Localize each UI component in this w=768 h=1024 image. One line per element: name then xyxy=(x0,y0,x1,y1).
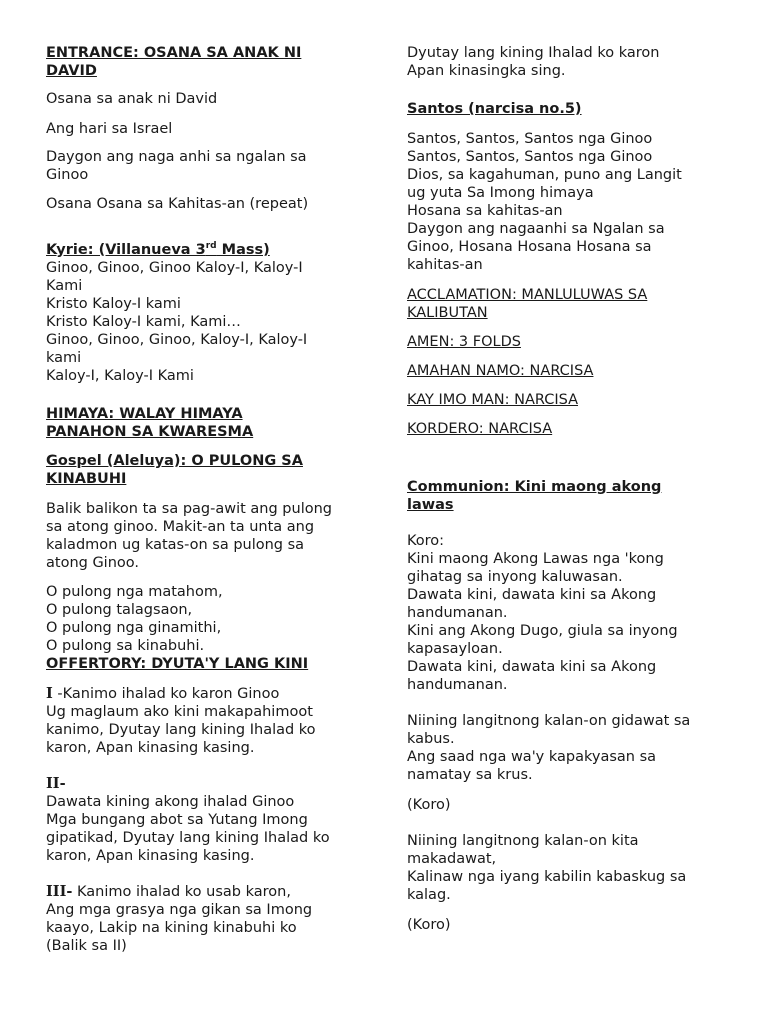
amen-item: AMEN: 3 FOLDS xyxy=(407,334,521,350)
kyrie-line: Ginoo, Ginoo, Ginoo, Kaloy-I, Kaloy-I xyxy=(46,332,308,348)
entrance-section xyxy=(46,44,366,213)
communion-v1-line: namatay sa krus. xyxy=(407,767,533,783)
offertory-v1-line: karon, Apan kinasing kasing. xyxy=(46,740,255,756)
communion-v1-line: kabus. xyxy=(407,731,455,747)
gospel-verse-line: O pulong nga matahom, xyxy=(46,584,223,600)
kyrie-heading-sup: rd xyxy=(205,241,217,252)
offertory-heading: OFFERTORY: DYUTA'Y LANG KINI xyxy=(46,656,309,672)
gospel-heading-line2: KINABUHI xyxy=(46,471,127,487)
kyrie-line: Kami xyxy=(46,278,83,294)
offertory-v2-line: karon, Apan kinasing kasing. xyxy=(46,848,255,864)
right-column xyxy=(407,44,727,934)
himaya-heading-line1: HIMAYA: WALAY HIMAYA xyxy=(46,406,243,422)
offertory-v2-number: II- xyxy=(46,775,66,792)
gospel-section xyxy=(46,452,366,655)
santos-line: Santos, Santos, Santos nga Ginoo xyxy=(407,131,653,147)
entrance-heading-line1: ENTRANCE: OSANA SA ANAK NI xyxy=(46,45,302,61)
communion-heading-line2: lawas xyxy=(407,497,454,513)
entrance-heading-line2: DAVID xyxy=(46,63,97,79)
kordero-item: KORDERO: NARCISA xyxy=(407,421,553,437)
koro-line: handumanan. xyxy=(407,677,508,693)
offertory-v3-line: (Balik sa II) xyxy=(46,938,127,954)
himaya-heading-line2: PANAHON SA KWARESMA xyxy=(46,424,254,440)
offertory-v2-line: gipatikad, Dyutay lang kining Ihalad ko xyxy=(46,830,330,846)
entrance-p3-line1: Daygon ang naga anhi sa ngalan sa xyxy=(46,149,307,165)
kyrie-line: Ginoo, Ginoo, Ginoo Kaloy-I, Kaloy-I xyxy=(46,260,303,276)
entrance-p2: Ang hari sa Israel xyxy=(46,121,173,137)
santos-section xyxy=(407,100,727,274)
entrance-p1: Osana sa anak ni David xyxy=(46,91,218,107)
gospel-para-line: sa atong ginoo. Makit-an ta unta ang xyxy=(46,519,315,535)
acclamation-line2: KALIBUTAN xyxy=(407,305,488,321)
koro-line: Dawata kini, dawata kini sa Akong xyxy=(407,587,657,603)
offertory-v1-line: Ug maglaum ako kini makapahimoot xyxy=(46,704,313,720)
offertory-v2-line: Mga bungang abot sa Yutang Imong xyxy=(46,812,308,828)
gospel-verse-line: O pulong sa kinabuhi. xyxy=(46,638,205,654)
offertory-v3-line xyxy=(46,883,366,901)
santos-line: kahitas-an xyxy=(407,257,483,273)
communion-v1-line: Niining langitnong kalan-on gidawat sa xyxy=(407,713,691,729)
santos-line: Dios, sa kagahuman, puno ang Langit xyxy=(407,167,682,183)
gospel-para-line: kaladmon ug katas-on sa pulong sa xyxy=(46,537,305,553)
offertory-continued-line: Dyutay lang kining Ihalad ko karon xyxy=(407,45,660,61)
koro-label: Koro: xyxy=(407,533,445,549)
offertory-v2-line: Dawata kining akong ihalad Ginoo xyxy=(46,794,295,810)
gospel-para-line: Balik balikon ta sa pag-awit ang pulong xyxy=(46,501,332,517)
himaya-section xyxy=(46,405,366,441)
communion-v2-line: Niining langitnong kalan-on kita xyxy=(407,833,639,849)
offertory-v1-text: -Kanimo ihalad ko karon Ginoo xyxy=(52,686,280,702)
koro-reference: (Koro) xyxy=(407,917,451,933)
communion-v1-line: Ang saad nga wa'y kapakyasan sa xyxy=(407,749,657,765)
kyrie-line: kami xyxy=(46,350,82,366)
kyrie-line: Kaloy-I, Kaloy-I Kami xyxy=(46,368,194,384)
santos-line: Daygon ang nagaanhi sa Ngalan sa xyxy=(407,221,665,237)
kay-imo-man-item: KAY IMO MAN: NARCISA xyxy=(407,392,579,408)
offertory-continued-line: Apan kinasingka sing. xyxy=(407,63,566,79)
kyrie-line: Kristo Kaloy-I kami xyxy=(46,296,181,312)
koro-line: handumanan. xyxy=(407,605,508,621)
offertory-v3-line: Ang mga grasya nga gikan sa Imong xyxy=(46,902,313,918)
santos-line: Hosana sa kahitas-an xyxy=(407,203,563,219)
kyrie-section xyxy=(46,241,366,385)
kyrie-heading-text: Kyrie: (Villanueva 3 xyxy=(46,242,206,258)
santos-heading: Santos (narcisa no.5) xyxy=(407,101,582,117)
communion-v2-line: kalag. xyxy=(407,887,451,903)
offertory-section xyxy=(46,655,366,955)
kyrie-heading xyxy=(46,241,366,259)
offertory-v3-line: kaayo, Lakip na kining kinabuhi ko xyxy=(46,920,297,936)
koro-line: kapasayloan. xyxy=(407,641,503,657)
offertory-v3-text: Kanimo ihalad ko usab karon, xyxy=(72,884,291,900)
koro-line: gihatag sa inyong kaluwasan. xyxy=(407,569,623,585)
kyrie-line: Kristo Kaloy-I kami, Kami… xyxy=(46,314,241,330)
gospel-para-line: atong Ginoo. xyxy=(46,555,139,571)
koro-reference: (Koro) xyxy=(407,797,451,813)
offertory-v3-number: III- xyxy=(46,883,73,900)
kyrie-heading-post: Mass) xyxy=(216,242,270,258)
entrance-p3-line2: Ginoo xyxy=(46,167,89,183)
communion-heading-line1: Communion: Kini maong akong xyxy=(407,479,662,495)
offertory-v1-number: I xyxy=(46,685,53,702)
gospel-verse-line: O pulong talagsaon, xyxy=(46,602,193,618)
left-column xyxy=(46,44,366,955)
koro-line: Dawata kini, dawata kini sa Akong xyxy=(407,659,657,675)
gospel-heading-line1: Gospel (Aleluya): O PULONG SA xyxy=(46,453,303,469)
gospel-verse-line: O pulong nga ginamithi, xyxy=(46,620,222,636)
koro-line: Kini ang Akong Dugo, giula sa inyong xyxy=(407,623,678,639)
communion-section xyxy=(407,478,727,934)
santos-line: ug yuta Sa Imong himaya xyxy=(407,185,594,201)
entrance-p4: Osana Osana sa Kahitas-an (repeat) xyxy=(46,196,309,212)
koro-line: Kini maong Akong Lawas nga 'kong xyxy=(407,551,664,567)
offertory-v1-line xyxy=(46,685,366,703)
communion-v2-line: Kalinaw nga iyang kabilin kabaskug sa xyxy=(407,869,687,885)
santos-line: Ginoo, Hosana Hosana Hosana sa xyxy=(407,239,652,255)
communion-v2-line: makadawat, xyxy=(407,851,497,867)
acclamation-line1: ACCLAMATION: MANLULUWAS SA xyxy=(407,287,648,303)
santos-line: Santos, Santos, Santos nga Ginoo xyxy=(407,149,653,165)
amahan-namo-item: AMAHAN NAMO: NARCISA xyxy=(407,363,594,379)
offertory-v1-line: kanimo, Dyutay lang kining Ihalad ko xyxy=(46,722,316,738)
